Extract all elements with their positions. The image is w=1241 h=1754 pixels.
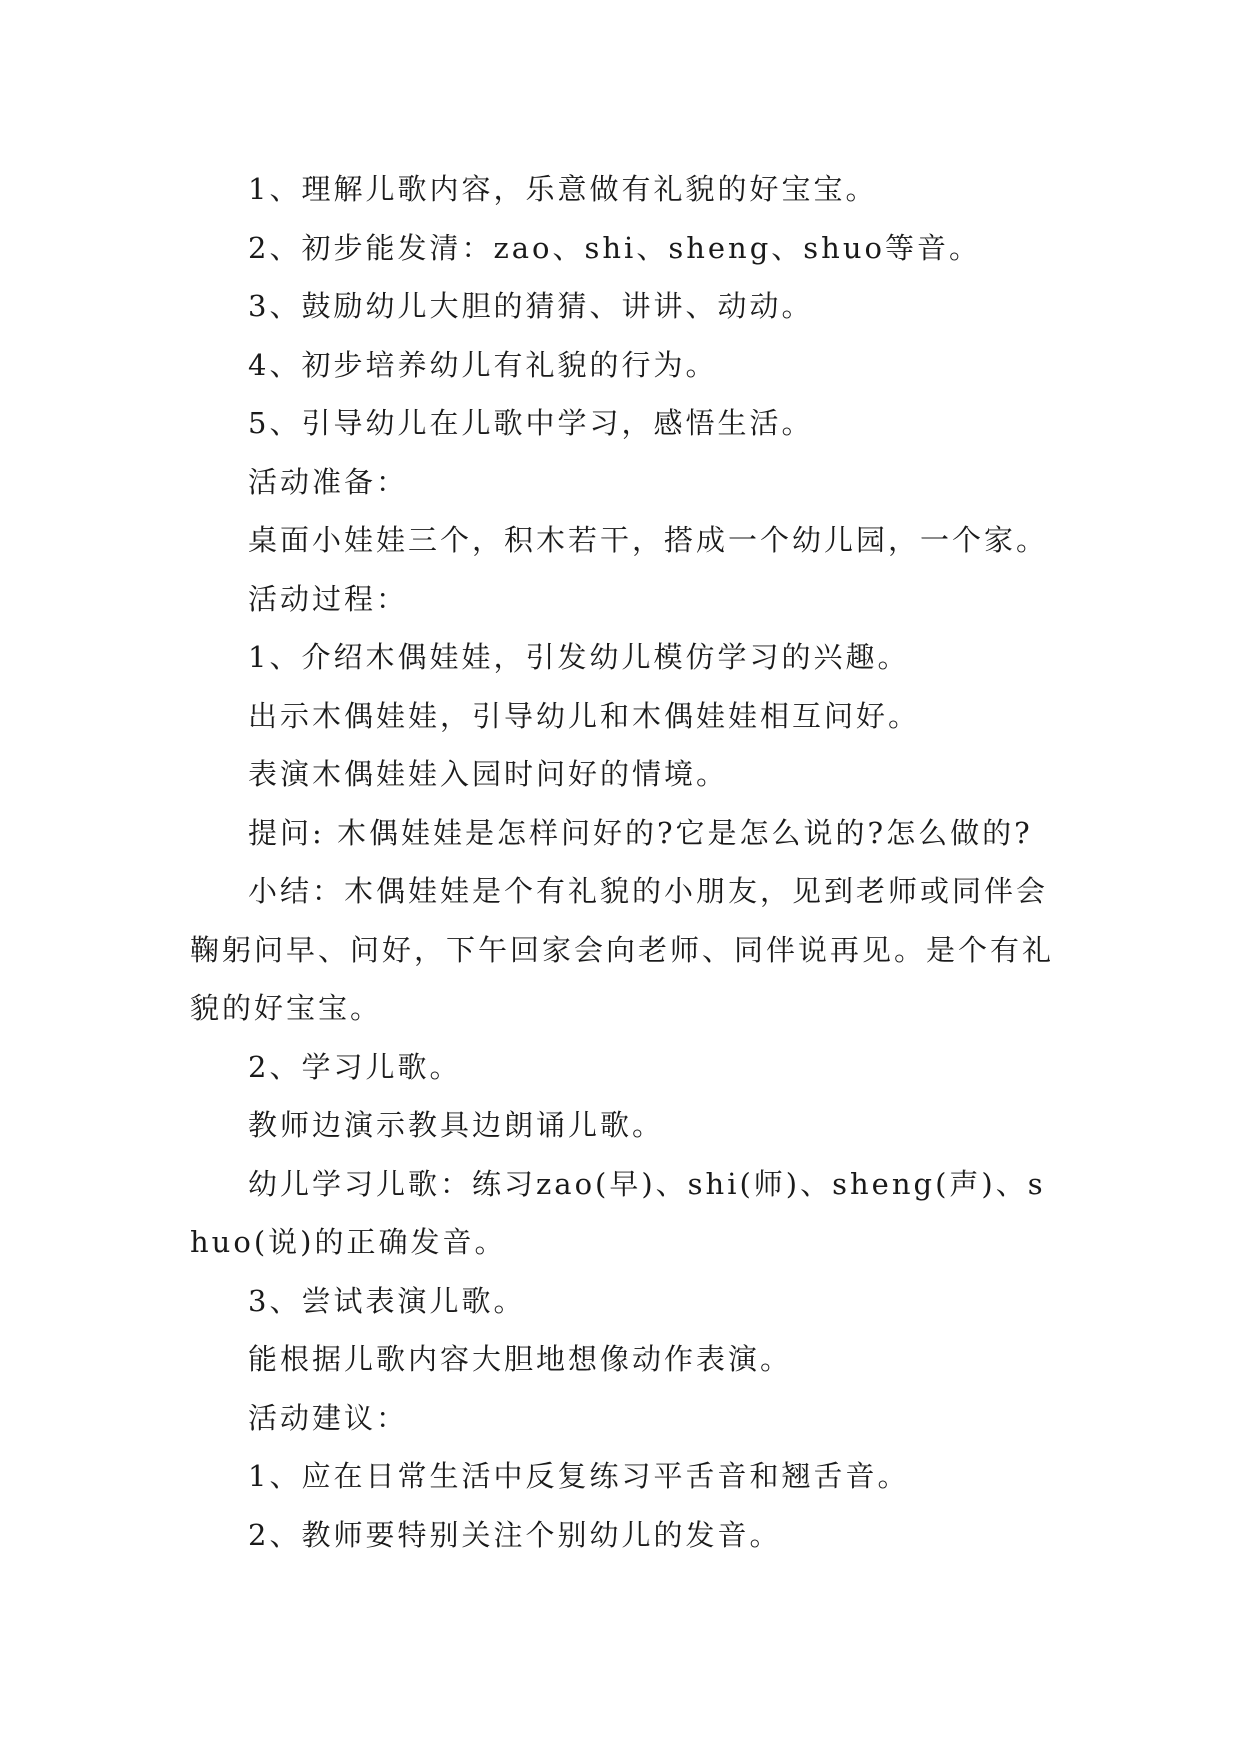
process-step-1-detail-b: 表演木偶娃娃入园时问好的情境。: [248, 757, 729, 791]
suggestion-1: 1、应在日常生活中反复练习平舌音和翘舌音。: [248, 1459, 910, 1493]
process-step-2: 2、学习儿歌。: [248, 1049, 462, 1084]
objective-2: 2、初步能发清：zao、shi、sheng、shuo等音。: [248, 230, 981, 265]
suggestions-heading: 活动建议：: [248, 1400, 409, 1435]
process-step-3: 3、尝试表演儿歌。: [248, 1283, 526, 1318]
process-step-1-detail-a: 出示木偶娃娃，引导幼儿和木偶娃娃相互问好。: [248, 698, 921, 733]
objective-5: 5、引导幼儿在儿歌中学习，感悟生活。: [248, 406, 814, 440]
process-step-2-detail-a: 教师边演示教具边朗诵儿歌。: [248, 1108, 665, 1142]
preparation-heading: 活动准备：: [248, 464, 409, 499]
suggestion-2: 2、教师要特别关注个别幼儿的发音。: [248, 1517, 782, 1552]
process-heading: 活动过程：: [248, 581, 409, 616]
objective-3: 3、鼓励幼儿大胆的猜猜、讲讲、动动。: [248, 289, 814, 323]
objective-4: 4、初步培养幼儿有礼貌的行为。: [248, 347, 718, 382]
process-summary: 小结：木偶娃娃是个有礼貌的小朋友，见到老师或同伴会鞠躬问早、问好，下午回家会向老师、同伴说再见。是个有礼貌的好宝宝。: [190, 874, 1055, 1025]
process-step-3-detail: 能根据儿歌内容大胆地想像动作表演。: [248, 1342, 793, 1376]
preparation-text: 桌面小娃娃三个，积木若干，搭成一个幼儿园，一个家。: [248, 523, 1049, 557]
document-body: [190, 160, 1060, 1564]
objective-1: 1、理解儿歌内容，乐意做有礼貌的好宝宝。: [248, 172, 878, 206]
process-step-1: 1、介绍木偶娃娃，引发幼儿模仿学习的兴趣。: [248, 640, 910, 674]
process-question: 提问: 木偶娃娃是怎样问好的?它是怎么说的?怎么做的?: [248, 815, 1033, 850]
process-step-2-detail-b: 幼儿学习儿歌：练习zao(早)、shi(师)、sheng(声)、shuo(说)的正确发音。: [190, 1166, 1046, 1259]
